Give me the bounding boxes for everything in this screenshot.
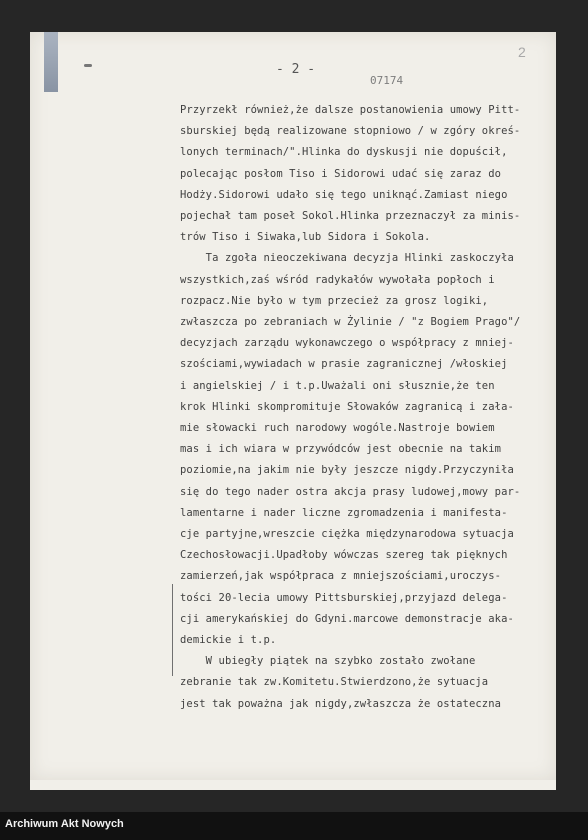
corner-page-number: 2: [518, 44, 526, 60]
text-line: jest tak poważna jak nigdy,zwłaszcza że ostateczna: [180, 697, 502, 710]
text-line: Przyrzekł również,że dalsze postanowienia umowy Pitt-: [180, 104, 521, 116]
text-line: zebranie tak zw.Komitetu.Stwierdzono,że sytuacja: [180, 676, 489, 689]
text-line: W ubiegły piątek na szybko zostało zwołane: [180, 655, 476, 668]
archive-label: Archiwum Akt Nowych: [5, 818, 124, 830]
text-line: mie słowacki ruch narodowy wogóle.Nastroje bowiem: [180, 422, 495, 435]
margin-bracket-mark: [172, 584, 181, 676]
binding-tab: [44, 32, 58, 92]
text-line: Hodży.Sidorowi udało się tego uniknąć.Zamiast niego: [180, 188, 508, 201]
text-line: Czechosłowacji.Upadłoby wówczas szereg tak pięknych: [180, 549, 508, 562]
text-line: lonych terminach/".Hlinka do dyskusji nie dopuścił,: [180, 146, 508, 159]
text-line: wszystkich,zaś wśród radykałów wywołała popłoch i: [180, 273, 495, 286]
text-line: pojechał tam poseł Sokol.Hlinka przeznaczył za minis-: [180, 210, 521, 223]
text-line: tości 20-lecia umowy Pittsburskiej,przyjazd delega-: [180, 591, 508, 604]
page-marker: - 2 -: [276, 62, 316, 77]
text-line: cji amerykańskiej do Gdyni.marcowe demonstracje aka-: [180, 612, 514, 625]
text-line: cje partyjne,wreszcie ciężka międzynarodowa sytuacja: [180, 528, 514, 541]
text-line: demickie i t.p.: [180, 634, 277, 647]
text-line: sburskiej będą realizowane stopniowo / w zgóry okreś-: [180, 125, 521, 138]
text-line: zwłaszcza po zebraniach w Żylinie / "z Bogiem Prago"/: [180, 316, 521, 329]
text-line: się do tego nader ostra akcja prasy ludowej,mowy par-: [180, 485, 521, 498]
text-line: mas i ich wiara w przywódców jest obecnie na takim: [180, 443, 502, 456]
text-line: i angielskiej / i t.p.Uważali oni słusznie,że ten: [180, 379, 495, 392]
text-line: lamentarne i nader liczne zgromadzenia i manifesta-: [180, 506, 508, 519]
text-line: szościami,wywiadach w prasie zagranicznej /włoskiej: [180, 358, 508, 371]
archive-footer: [0, 812, 588, 840]
text-line: krok Hlinki skompromituje Słowaków zagranicą i zała-: [180, 400, 514, 413]
text-line: trów Tiso i Siwaka,lub Sidora i Sokola.: [180, 231, 431, 244]
document-body: [180, 100, 565, 715]
archive-stamp-number: 07174: [370, 74, 404, 87]
text-line: Ta zgoła nieoczekiwana decyzja Hlinki zaskoczyła: [180, 252, 514, 265]
text-line: poziomie,na jakim nie były jeszcze nigdy.Przyczyniła: [180, 464, 514, 477]
text-line: zamierzeń,jak współpraca z mniejszościami,uroczys-: [180, 570, 502, 583]
text-line: rozpacz.Nie było w tym przecież za grosz logiki,: [180, 294, 489, 307]
text-line: polecając posłom Tiso i Sidorowi udać się zaraz do: [180, 167, 502, 180]
document-page-edge: [30, 780, 556, 790]
text-line: decyzjach zarządu wykonawczego o współpracy z mniej-: [180, 337, 514, 350]
punch-mark: [84, 64, 92, 67]
